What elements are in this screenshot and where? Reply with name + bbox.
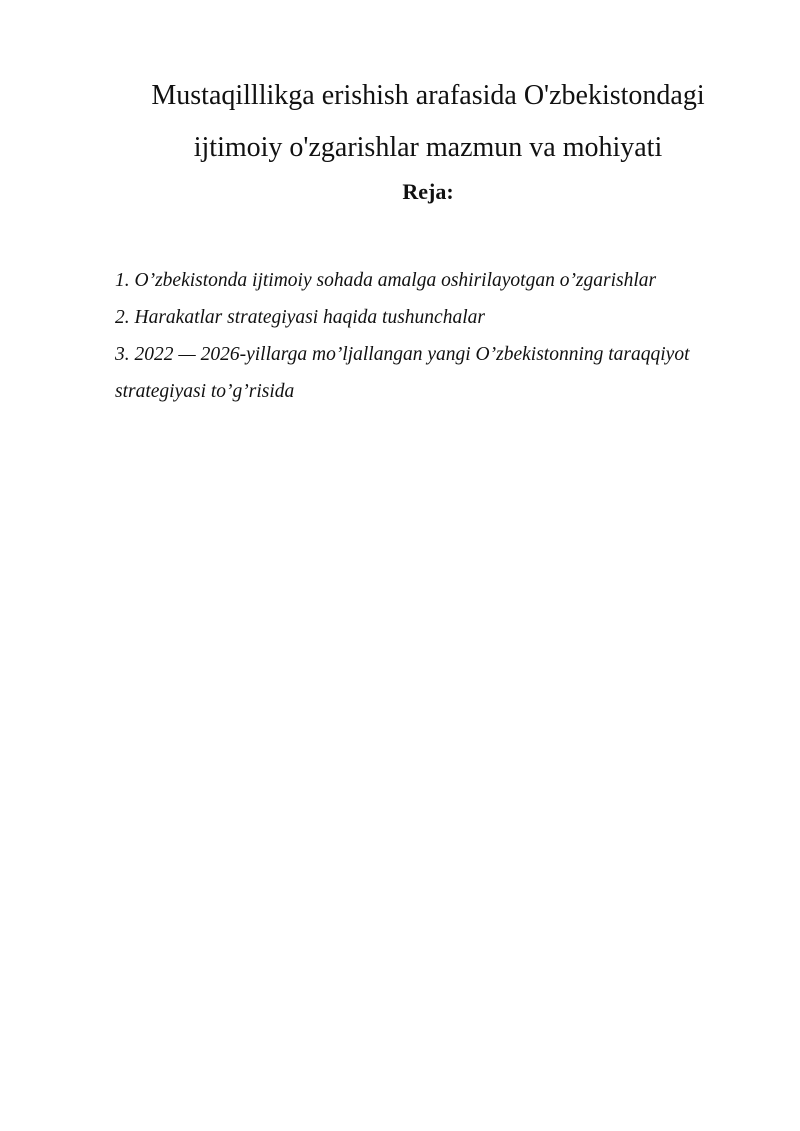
plan-heading: Reja: [402, 179, 454, 204]
plan-item-2: 2. Harakatlar strategiyasi haqida tushunchalar [115, 307, 485, 328]
document-title [100, 70, 756, 174]
plan-item-1: 1. O’zbekistonda ijtimoiy sohada amalga oshirilayotgan o’zgarishlar [115, 270, 657, 291]
plan-item-3-continued: strategiyasi to’g’risida [115, 381, 295, 402]
plan-list [115, 262, 775, 410]
plan-item-3: 3. 2022 — 2026-yillarga mo’ljallangan yangi O’zbekistonning taraqqiyot [115, 344, 690, 365]
title-line-2: ijtimoiy o'zgarishlar mazmun va mohiyati [193, 132, 663, 163]
title-line-1: Mustaqilllikga erishish arafasida O'zbekistondagi [151, 80, 705, 111]
